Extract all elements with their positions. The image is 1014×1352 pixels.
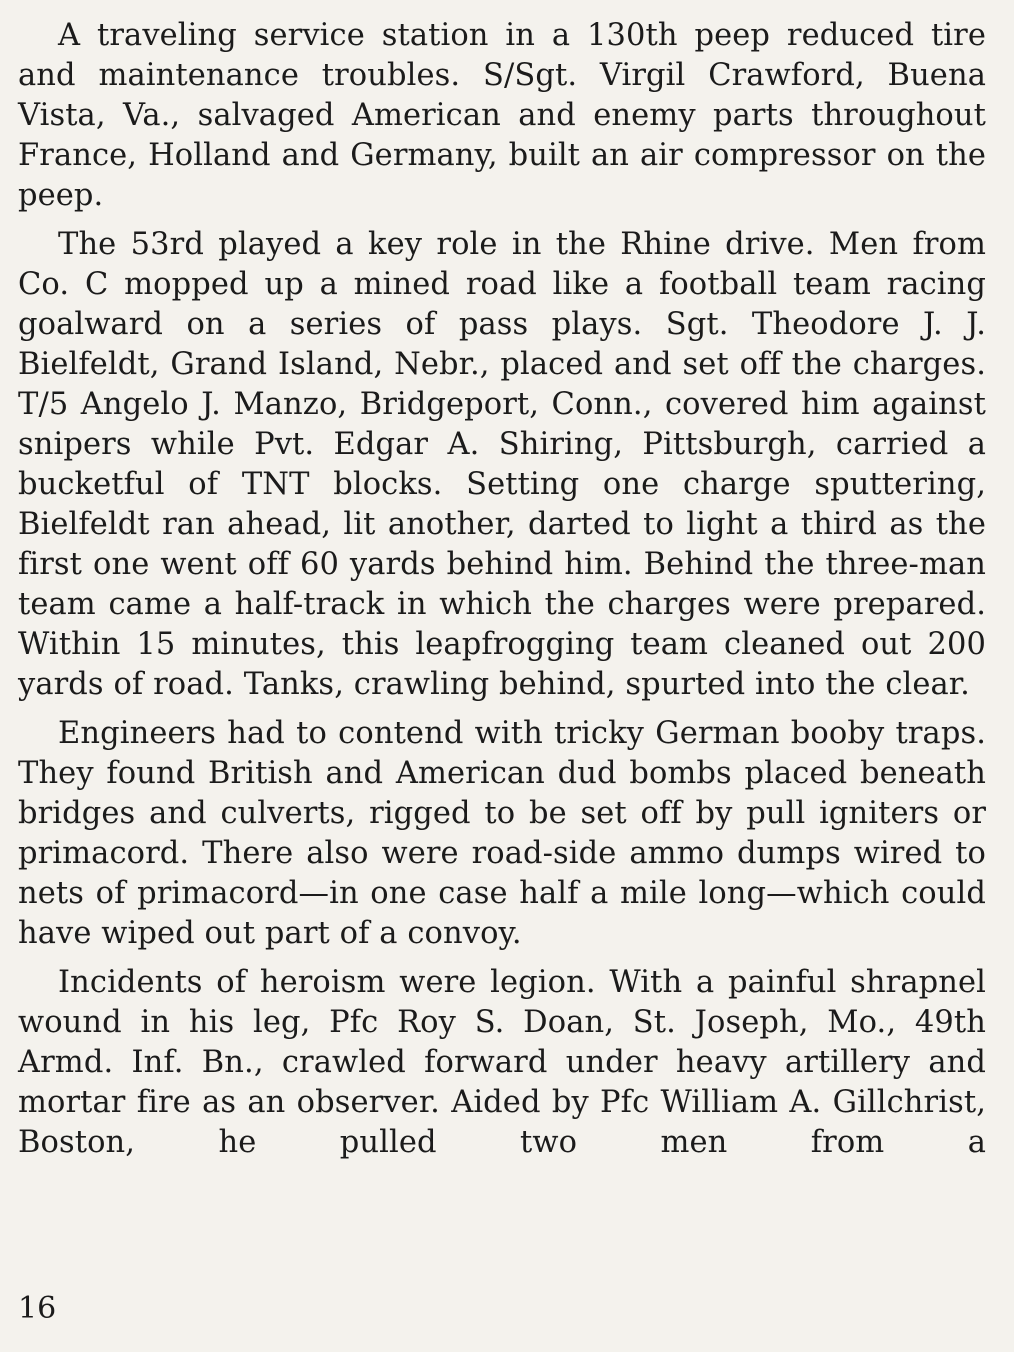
page-number: 16 [18, 1291, 57, 1326]
paragraph-heroism: Incidents of heroism were legion. With a painful shrapnel wound in his leg, Pfc Roy S. Doan, St. Joseph, Mo., 49th Armd. Inf. Bn., crawled forward under heavy artillery and mortar fire as an observer. Aided by Pfc William A. Gillchrist, Boston, he pulled two men from a [18, 965, 986, 1160]
paragraph-booby-traps: Engineers had to contend with tricky German booby traps. They found British and American dud bombs placed beneath bridges and culverts, rigged to be set off by pull igniters or primacord. There also were road-side ammo dumps wired to nets of primacord—in one case half a mile long—which could have wiped out part of a convoy. [18, 716, 986, 951]
paragraph-rhine-drive: The 53rd played a key role in the Rhine drive. Men from Co. C mopped up a mined road like a football team racing goalward on a series of pass plays. Sgt. Theodore J. J. Bielfeldt, Grand Island, Nebr., placed and set off the charges. T/5 Angelo J. Manzo, Bridgeport, Conn., covered him against snipers while Pvt. Edgar A. Shiring, Pittsburgh, carried a bucketful of TNT blocks. Setting one charge sputtering, Bielfeldt ran ahead, lit another, darted to light a third as the first one went off 60 yards behind him. Behind the three-man team came a half-track in which the charges were prepared. Within 15 minutes, this leapfrogging team cleaned out 200 yards of road. Tanks, crawling behind, spurted into the clear. [18, 227, 986, 702]
paragraph-service-station: A traveling service station in a 130th peep reduced tire and maintenance troubles. S/Sgt. Virgil Crawford, Buena Vista, Va., salvaged American and enemy parts throughout France, Holland and Germany, built an air compressor on the peep. [18, 18, 986, 213]
body-text [18, 16, 986, 1163]
